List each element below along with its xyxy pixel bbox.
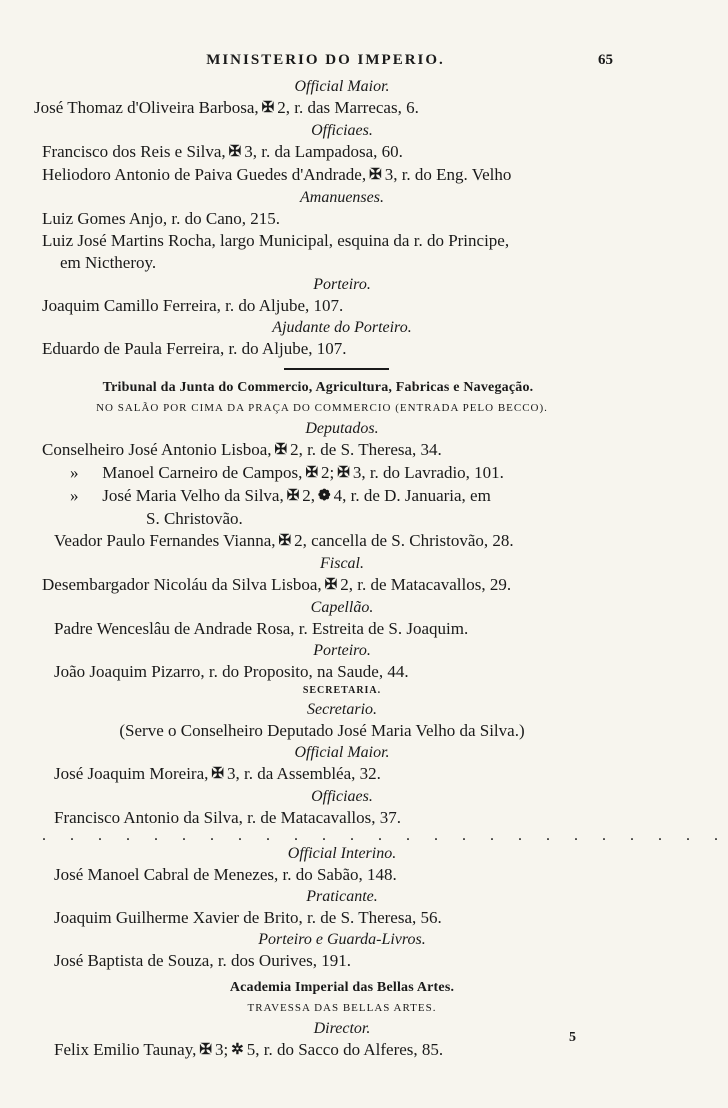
entry: José Manoel Cabral de Menezes, r. do Sabão, 148. [54,865,397,884]
entry [42,1039,602,1062]
entry-continuation: S. Christovão. [146,509,243,528]
heading-praticante: Praticante. [306,888,378,905]
entry-address: 3, r. do Lavradio, 101. [352,463,504,482]
heading-official-interino: Official Interino. [287,845,397,862]
page-number: 65 [598,52,613,68]
heading-ajudante: Ajudante do Porteiro. [272,319,412,336]
entry-name: Manoel Carneiro de Campos, [102,463,303,482]
entry-address: 5, r. do Sacco do Alferes, 85. [246,1040,444,1059]
cross-order-icon: ✠ [278,533,292,549]
cross-order-icon: ✠ [228,144,242,160]
running-title: MINISTERIO DO IMPERIO. [206,52,445,68]
entry-text: 3; [214,1040,229,1059]
entry-name: Conselheiro José Antonio Lisboa, [42,440,272,459]
entry-name: José Thomaz d'Oliveira Barbosa, [34,98,259,117]
entry-continuation: em Nictheroy. [60,253,157,272]
entry [42,141,602,164]
heading-official-maior: Official Maior. [294,744,390,761]
cross-order-icon: ✠ [305,465,319,481]
dotted-leader: . . . . . . . . . . . . . . . . . . . . . . . . . [42,827,728,844]
entry: Joaquim Guilherme Xavier de Brito, r. de S. Theresa, 56. [54,908,442,927]
section-title: Academia Imperial das Bellas Artes. [229,980,455,995]
cross-order-icon: ✠ [261,100,275,116]
entry [42,439,602,462]
cross-order-icon: ✠ [369,167,382,183]
entry-text: 2; [321,463,335,482]
section-divider [284,368,389,370]
entry: Joaquim Camillo Ferreira, r. do Aljube, 107. [42,296,344,315]
note: (Serve o Conselheiro Deputado José Maria Velho da Silva.) [119,721,525,740]
heading-porteiro-guarda-livros: Porteiro e Guarda-Livros. [258,931,426,948]
entry: José Baptista de Souza, r. dos Ourives, 191. [54,951,351,970]
star-order-icon: ✲ [231,1042,244,1058]
entry [42,462,602,485]
cross-order-icon: ✠ [286,488,300,504]
entry-address: 3, r. da Lampadosa, 60. [244,142,403,161]
cross-order-icon: ✠ [337,465,350,481]
cross-order-icon: ✠ [211,766,224,782]
entry-address: 4, r. de D. Januaria, em [333,486,491,505]
entry-address: 3, r. do Eng. Velho [384,165,512,184]
entry-name: Desembargador Nicoláu da Silva Lisboa, [42,575,322,594]
section-subtitle: NO SALÃO POR CIMA DA PRAÇA DO COMMERCIO (ENTRADA PELO BECCO). [96,402,548,414]
heading-deputados: Deputados. [305,420,379,437]
heading-porteiro: Porteiro. [313,642,371,659]
heading-secretario: Secretario. [306,701,378,718]
heading-porteiro: Porteiro. [313,276,371,293]
entry [42,763,602,786]
section-subtitle: TRAVESSA DAS BELLAS ARTES. [247,1002,437,1014]
entry-address: 2, r. de S. Theresa, 34. [290,440,442,459]
entry: Luiz Gomes Anjo, r. do Cano, 215. [42,209,280,228]
heading-amanuenses: Amanuenses. [300,189,384,206]
heading-officiaes: Officiaes. [311,788,373,805]
cross-order-icon: ✠ [274,442,288,458]
ditto-mark: » [70,486,79,505]
page-content [34,76,728,1062]
entry-name: José Joaquim Moreira, [54,764,209,783]
entry-address: 2, r. das Marrecas, 6. [277,98,419,117]
entry [42,530,602,553]
entry [34,97,602,120]
entry-address: 2, r. de Matacavallos, 29. [340,575,512,594]
entry: Eduardo de Paula Ferreira, r. do Aljube, 107. [42,339,347,358]
ditto-mark: » [70,463,79,482]
entry: Francisco Antonio da Silva, r. de Matacavallos, 37. [54,808,402,827]
entry [42,574,602,597]
heading-fiscal: Fiscal. [320,555,364,572]
entry-text: 2, [302,486,316,505]
heading-secretaria: SECRETARIA. [302,685,382,696]
entry-name: Francisco dos Reis e Silva, [42,142,226,161]
heading-capellao: Capellão. [310,599,374,616]
entry [42,164,602,187]
entry: Padre Wenceslâu de Andrade Rosa, r. Estreita de S. Joaquim. [54,619,469,638]
cross-order-icon: ✠ [324,577,338,593]
heading-official-maior: Official Maior. [294,78,390,95]
entry-name: Felix Emilio Taunay, [54,1040,197,1059]
entry-name: Heliodoro Antonio de Paiva Guedes d'Andrade, [42,165,367,184]
entry [42,485,602,508]
entry [42,230,602,274]
entry-name: José Maria Velho da Silva, [102,486,284,505]
rose-order-icon: ❁ [318,488,331,504]
heading-director: Director. [313,1020,371,1037]
entry-address: 3, r. da Assembléa, 32. [226,764,381,783]
entry-text: Luiz José Martins Rocha, largo Municipal, esquina da r. do Principe, [42,231,510,250]
signature-mark: 5 [569,1030,576,1045]
page-header [0,52,651,74]
section-title: Tribunal da Junta do Commercio, Agricultura, Fabricas e Navegação. [102,380,534,395]
cross-order-icon: ✠ [199,1042,212,1058]
entry: João Joaquim Pizarro, r. do Proposito, na Saude, 44. [54,662,409,681]
heading-officiaes: Officiaes. [311,122,373,139]
entry-name: Veador Paulo Fernandes Vianna, [54,531,276,550]
entry-address: 2, cancella de S. Christovão, 28. [294,531,514,550]
